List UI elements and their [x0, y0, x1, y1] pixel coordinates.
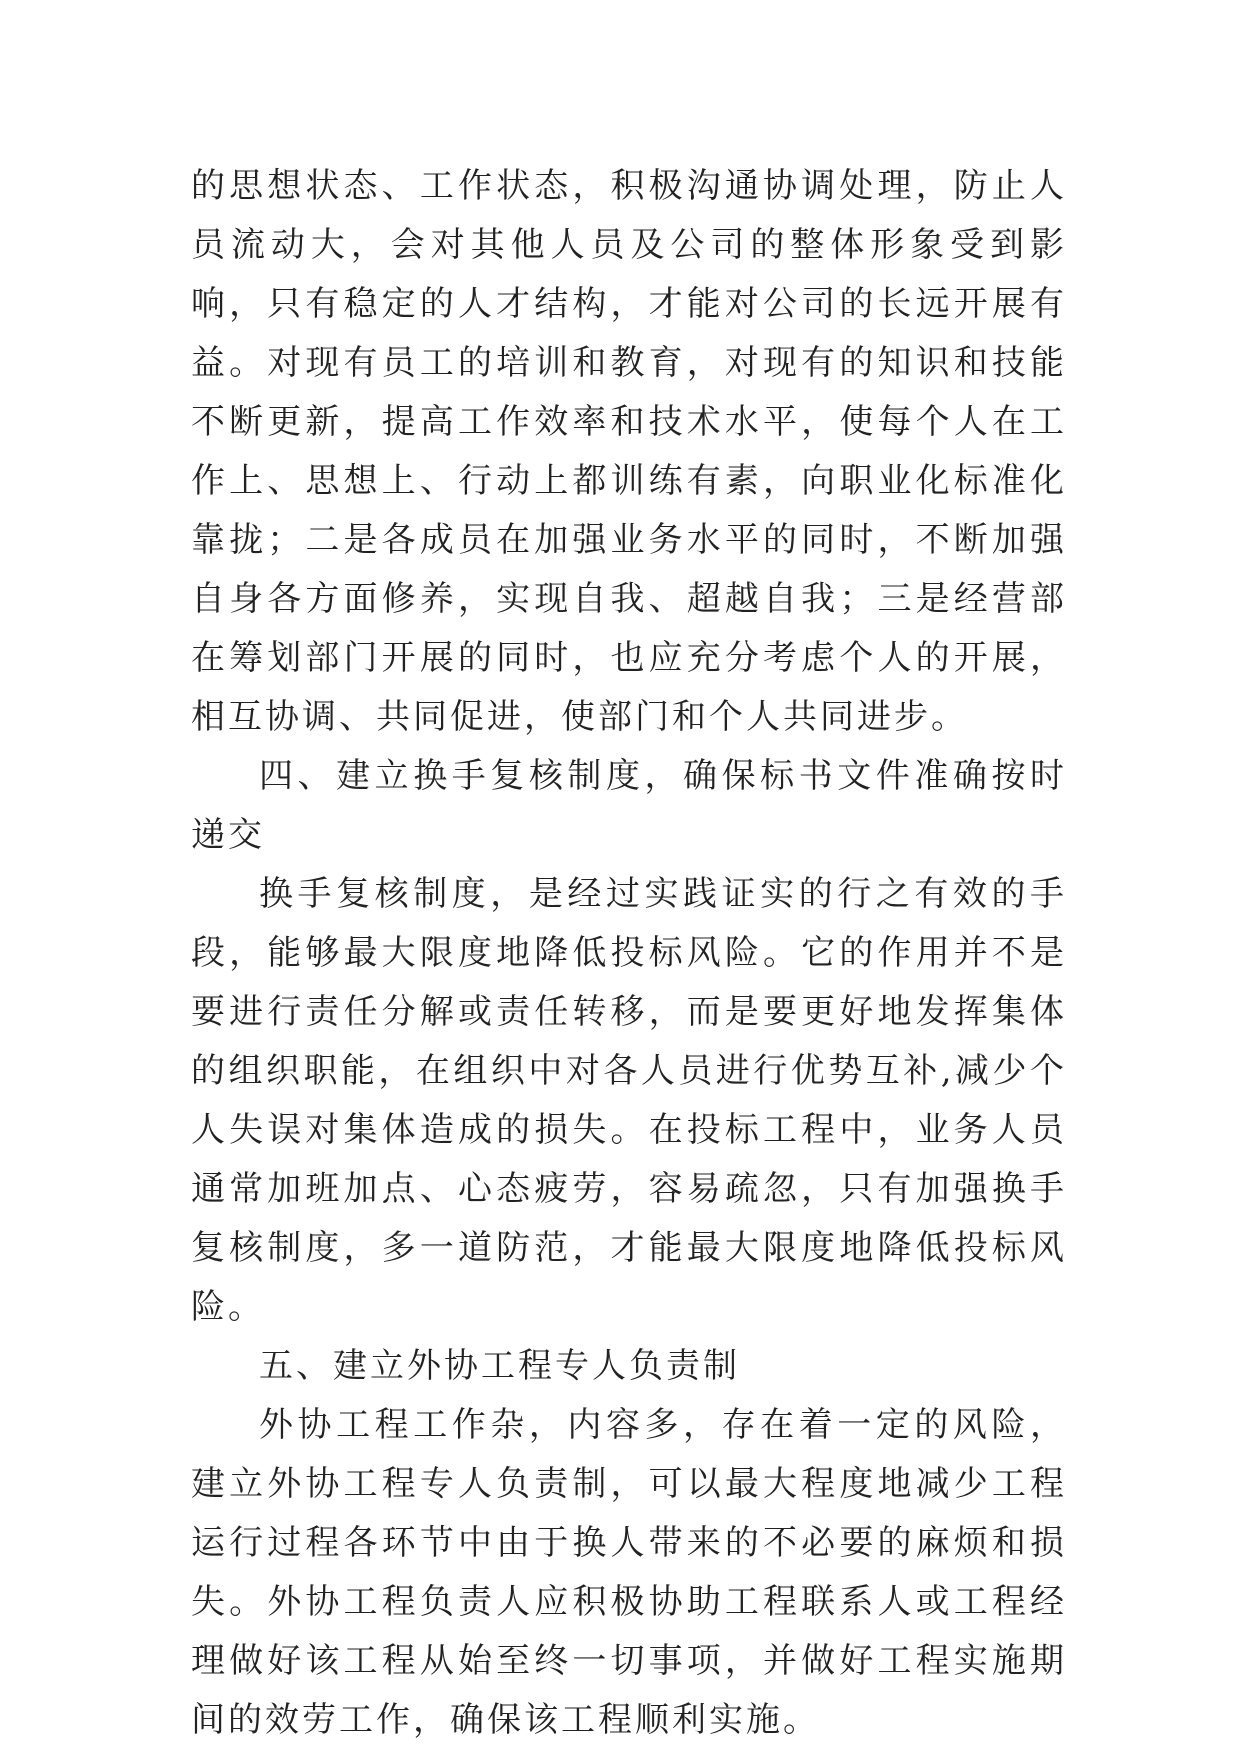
paragraph-outsourcing: 外协工程工作杂，内容多，存在着一定的风险，建立外协工程专人负责制，可以最大程度地减少工程运行过程各环节中由于换人带来的不必要的麻烦和损失。外协工程负责人应积极协助工程联系人或工程经理做好该工程从始至终一切事项，并做好工程实施期间的效劳工作，确保该工程顺利实施。 [191, 1405, 1067, 1740]
section-heading-5: 五、建立外协工程专人负责制 [259, 1346, 740, 1386]
section-heading-4: 四、建立换手复核制度，确保标书文件准确按时递交 [191, 756, 1067, 855]
paragraph-continued: 的思想状态、工作状态，积极沟通协调处理，防止人员流动大，会对其他人员及公司的整体形象受到影响，只有稳定的人才结构，才能对公司的长远开展有益。对现有员工的培训和教育，对现有的知识和技能不断更新，提高工作效率和技术水平，使每个人在工作上、思想上、行动上都训练有素，向职业化标准化靠拢；二是各成员在加强业务水平的同时，不断加强自身各方面修养，实现自我、超越自我；三是经营部在筹划部门开展的同时，也应充分考虑个人的开展，相互协调、共同促进，使部门和个人共同进步。 [191, 166, 1067, 737]
paragraph-review-system: 换手复核制度，是经过实践证实的行之有效的手段，能够最大限度地降低投标风险。它的作用并不是要进行责任分解或责任转移，而是要更好地发挥集体的组织职能，在组织中对各人员进行优势互补,减少个人失误对集体造成的损失。在投标工程中，业务人员通常加班加点、心态疲劳，容易疏忽，只有加强换手复核制度，多一道防范，才能最大限度地降低投标风险。 [191, 874, 1067, 1327]
body-text [191, 157, 1067, 1750]
